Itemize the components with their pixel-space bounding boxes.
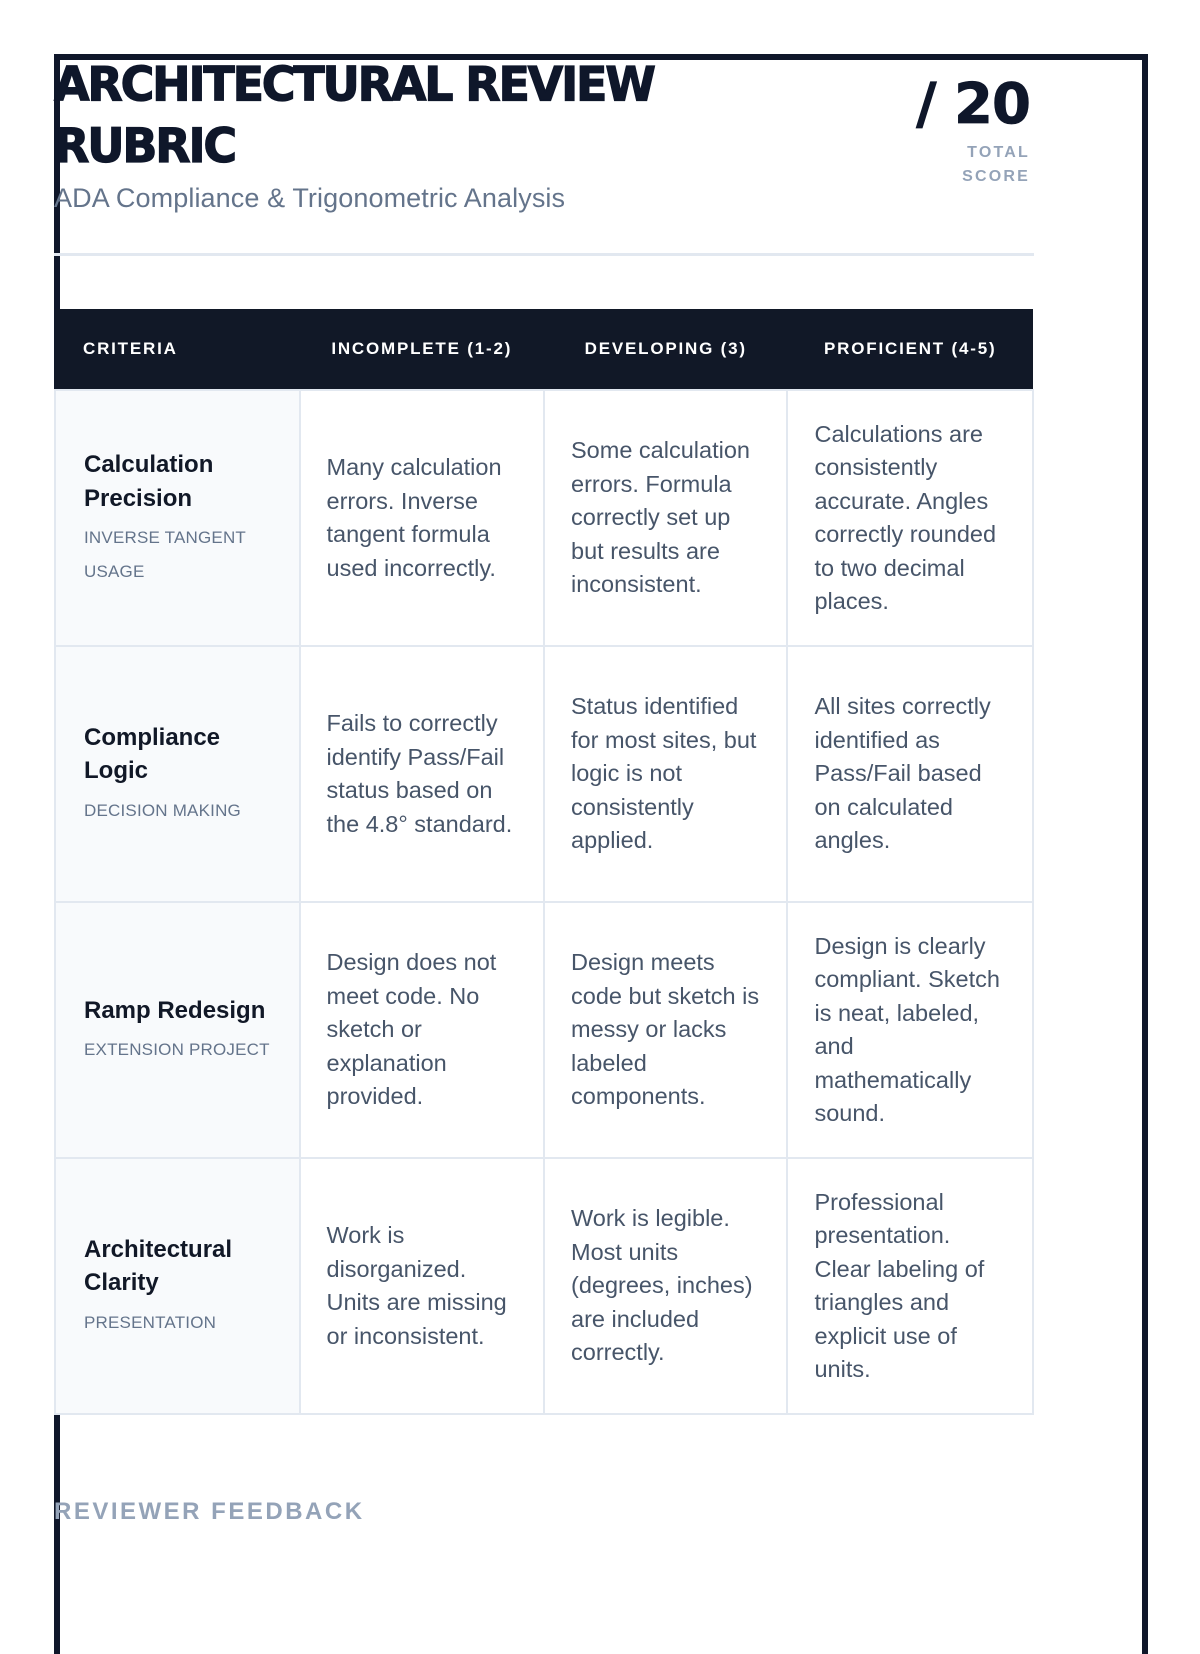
criteria-subtitle: INVERSE TANGENT USAGE — [84, 528, 246, 581]
total-score-value: / 20 — [916, 72, 1030, 137]
criteria-name: Compliance Logic — [84, 723, 221, 785]
incomplete-cell: Fails to correctly identify Pass/Fail status based on the 4.8° standard. — [300, 646, 545, 902]
developing-cell: Some calculation errors. Formula correctly set up but results are inconsistent. — [544, 390, 787, 646]
criteria-cell — [55, 902, 300, 1158]
incomplete-cell: Many calculation errors. Inverse tangent formula used incorrectly. — [300, 390, 545, 646]
page-title: ARCHITECTURAL REVIEW RUBRIC — [54, 56, 654, 174]
total-score-label: TOTAL SCORE — [962, 144, 1030, 185]
incomplete-cell: Work is disorganized. Units are missing or inconsistent. — [300, 1158, 545, 1414]
developing-cell: Work is legible. Most units (degrees, inches) are included correctly. — [544, 1158, 787, 1414]
table-row — [55, 390, 1033, 646]
developing-cell: Design meets code but sketch is messy or lacks labeled components. — [544, 902, 787, 1158]
criteria-cell — [55, 1158, 300, 1414]
table-row — [55, 646, 1033, 902]
developing-cell: Status identified for most sites, but logic is not consistently applied. — [544, 646, 787, 902]
proficient-cell: Professional presentation. Clear labeling of triangles and explicit use of units. — [787, 1158, 1033, 1414]
column-header-criteria: CRITERIA — [55, 309, 300, 390]
proficient-cell: Design is clearly compliant. Sketch is neat, labeled, and mathematically sound. — [787, 902, 1033, 1158]
criteria-subtitle: DECISION MAKING — [84, 800, 241, 820]
proficient-cell: All sites correctly identified as Pass/Fail based on calculated angles. — [787, 646, 1033, 902]
criteria-cell — [55, 390, 300, 646]
column-header-proficient: PROFICIENT (4-5) — [787, 309, 1033, 390]
incomplete-cell: Design does not meet code. No sketch or explanation provided. — [300, 902, 545, 1158]
rubric-table — [54, 309, 1034, 1415]
criteria-name: Calculation Precision — [84, 451, 214, 512]
criteria-subtitle: PRESENTATION — [84, 1312, 217, 1332]
criteria-name: Ramp Redesign — [84, 996, 266, 1024]
column-header-developing: DEVELOPING (3) — [544, 309, 787, 390]
criteria-cell — [55, 646, 300, 902]
criteria-subtitle: EXTENSION PROJECT — [84, 1040, 270, 1059]
table-row — [55, 902, 1033, 1158]
table-header-row — [55, 309, 1033, 390]
total-score-box — [916, 72, 1030, 189]
reviewer-feedback-heading: REVIEWER FEEDBACK — [54, 1498, 365, 1525]
criteria-name: Architectural Clarity — [84, 1235, 233, 1297]
header-divider — [54, 253, 1034, 256]
page-subtitle: ADA Compliance & Trigonometric Analysis — [54, 183, 566, 213]
column-header-incomplete: INCOMPLETE (1-2) — [300, 309, 545, 390]
proficient-cell: Calculations are consistently accurate. Angles correctly rounded to two decimal places. — [787, 390, 1033, 646]
rubric-header — [54, 55, 1034, 214]
table-row — [55, 1158, 1033, 1414]
